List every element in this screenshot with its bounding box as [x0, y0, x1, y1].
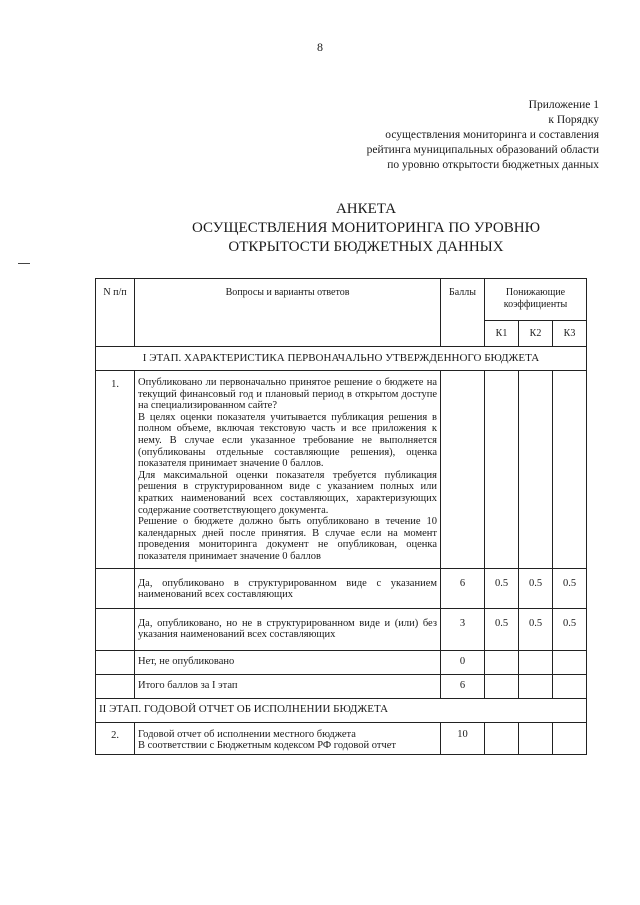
- answer-k2: 0.5: [519, 608, 553, 650]
- empty-cell: [519, 371, 553, 569]
- answer-k1: 0.5: [485, 568, 519, 608]
- empty-cell: [485, 371, 519, 569]
- answer-row: [96, 650, 587, 674]
- title-line: АНКЕТА: [335, 201, 397, 217]
- item-number: 1.: [96, 371, 135, 569]
- answer-k2: [519, 650, 553, 674]
- item-number: 2.: [96, 722, 135, 754]
- empty-cell: [96, 568, 135, 608]
- answer-k3: 0.5: [553, 608, 587, 650]
- empty-cell: [485, 674, 519, 698]
- question-points: 10: [441, 722, 485, 754]
- empty-cell: [553, 674, 587, 698]
- header-k2: К2: [519, 321, 553, 347]
- empty-cell: [441, 371, 485, 569]
- answer-k2: 0.5: [519, 568, 553, 608]
- stage1-title: I ЭТАП. ХАРАКТЕРИСТИКА ПЕРВОНАЧАЛЬНО УТВЕРЖДЕННОГО БЮДЖЕТА: [96, 347, 587, 371]
- question-paragraph: Для максимальной оценки показателя требуется публикация решения в структурированном виде с указанием полных или кратких наименований всех составляющих, характеризующих содержание соответствующего документа.: [138, 469, 437, 516]
- appendix-line: Приложение 1: [528, 99, 599, 111]
- question-text: [135, 722, 441, 754]
- header-points: Баллы: [441, 279, 485, 347]
- stage2-title: II ЭТАП. ГОДОВОЙ ОТЧЕТ ОБ ИСПОЛНЕНИИ БЮДЖЕТА: [96, 698, 587, 722]
- question-text: [135, 371, 441, 569]
- question-line: Годовой отчет об исполнении местного бюджета: [138, 728, 356, 740]
- header-k1: К1: [485, 321, 519, 347]
- empty-cell: [96, 608, 135, 650]
- appendix-line: к Порядку: [548, 114, 599, 126]
- appendix-line: по уровню открытости бюджетных данных: [387, 159, 599, 171]
- title-line: ОТКРЫТОСТИ БЮДЖЕТНЫХ ДАННЫХ: [228, 239, 504, 255]
- appendix-line: осуществления мониторинга и составления: [385, 129, 599, 141]
- question-paragraph: Опубликовано ли первоначально принятое решение о бюджете на текущий финансовый год и плановый период в открытом доступе на специализированном сайте?: [138, 377, 437, 412]
- answer-k1: [485, 650, 519, 674]
- answer-points: 0: [441, 650, 485, 674]
- empty-cell: [519, 722, 553, 754]
- empty-cell: [553, 722, 587, 754]
- answer-text: Да, опубликовано в структурированном виде с указанием наименований всех составляющих: [135, 568, 441, 608]
- answer-text: Да, опубликовано, но не в структурированном виде и (или) без указания наименований всех составляющих: [135, 608, 441, 650]
- appendix-line: рейтинга муниципальных образований области: [366, 144, 599, 156]
- header-row: [96, 279, 587, 321]
- header-k3: К3: [553, 321, 587, 347]
- empty-cell: [96, 650, 135, 674]
- answer-row: [96, 608, 587, 650]
- header-num: N п/п: [96, 279, 135, 347]
- empty-cell: [485, 722, 519, 754]
- answer-row: [96, 568, 587, 608]
- empty-cell: [519, 674, 553, 698]
- answer-k1: 0.5: [485, 608, 519, 650]
- document-title: [0, 200, 640, 257]
- answer-points: 3: [441, 608, 485, 650]
- question-row: [96, 371, 587, 569]
- question-paragraph: Решение о бюджете должно быть опубликовано в течение 10 календарных дней после принятия. В случае если на момент проведения мониторинга документ не опубликован, оценка показателя принимает значение 0 баллов: [138, 516, 437, 562]
- answer-k3: 0.5: [553, 568, 587, 608]
- total-row: [96, 674, 587, 698]
- empty-cell: [96, 674, 135, 698]
- empty-cell: [553, 371, 587, 569]
- questionnaire-table: [95, 278, 587, 755]
- margin-mark: [18, 263, 30, 264]
- stage-row: [96, 347, 587, 371]
- title-line: ОСУЩЕСТВЛЕНИЯ МОНИТОРИНГА ПО УРОВНЮ: [191, 220, 540, 236]
- page-number: 8: [317, 40, 323, 54]
- header-questions: Вопросы и варианты ответов: [135, 279, 441, 347]
- question-row: [96, 722, 587, 754]
- total-points: 6: [441, 674, 485, 698]
- question-paragraph: В целях оценки показателя учитывается публикация решения в полном объеме, включая текстовую часть и все приложения к нему. В случае если указанное требование не выполняется (опубликованы отдельные составляющие решения), оценка показателя принимает значение 0 баллов.: [138, 411, 437, 470]
- answer-text: Нет, не опубликовано: [135, 650, 441, 674]
- stage-row: [96, 698, 587, 722]
- answer-points: 6: [441, 568, 485, 608]
- appendix-note: [367, 98, 599, 173]
- answer-k3: [553, 650, 587, 674]
- question-line: В соответствии с Бюджетным кодексом РФ годовой отчет: [138, 740, 396, 752]
- header-coefficients: Понижающие коэффициенты: [485, 279, 587, 321]
- total-label: Итого баллов за I этап: [135, 674, 441, 698]
